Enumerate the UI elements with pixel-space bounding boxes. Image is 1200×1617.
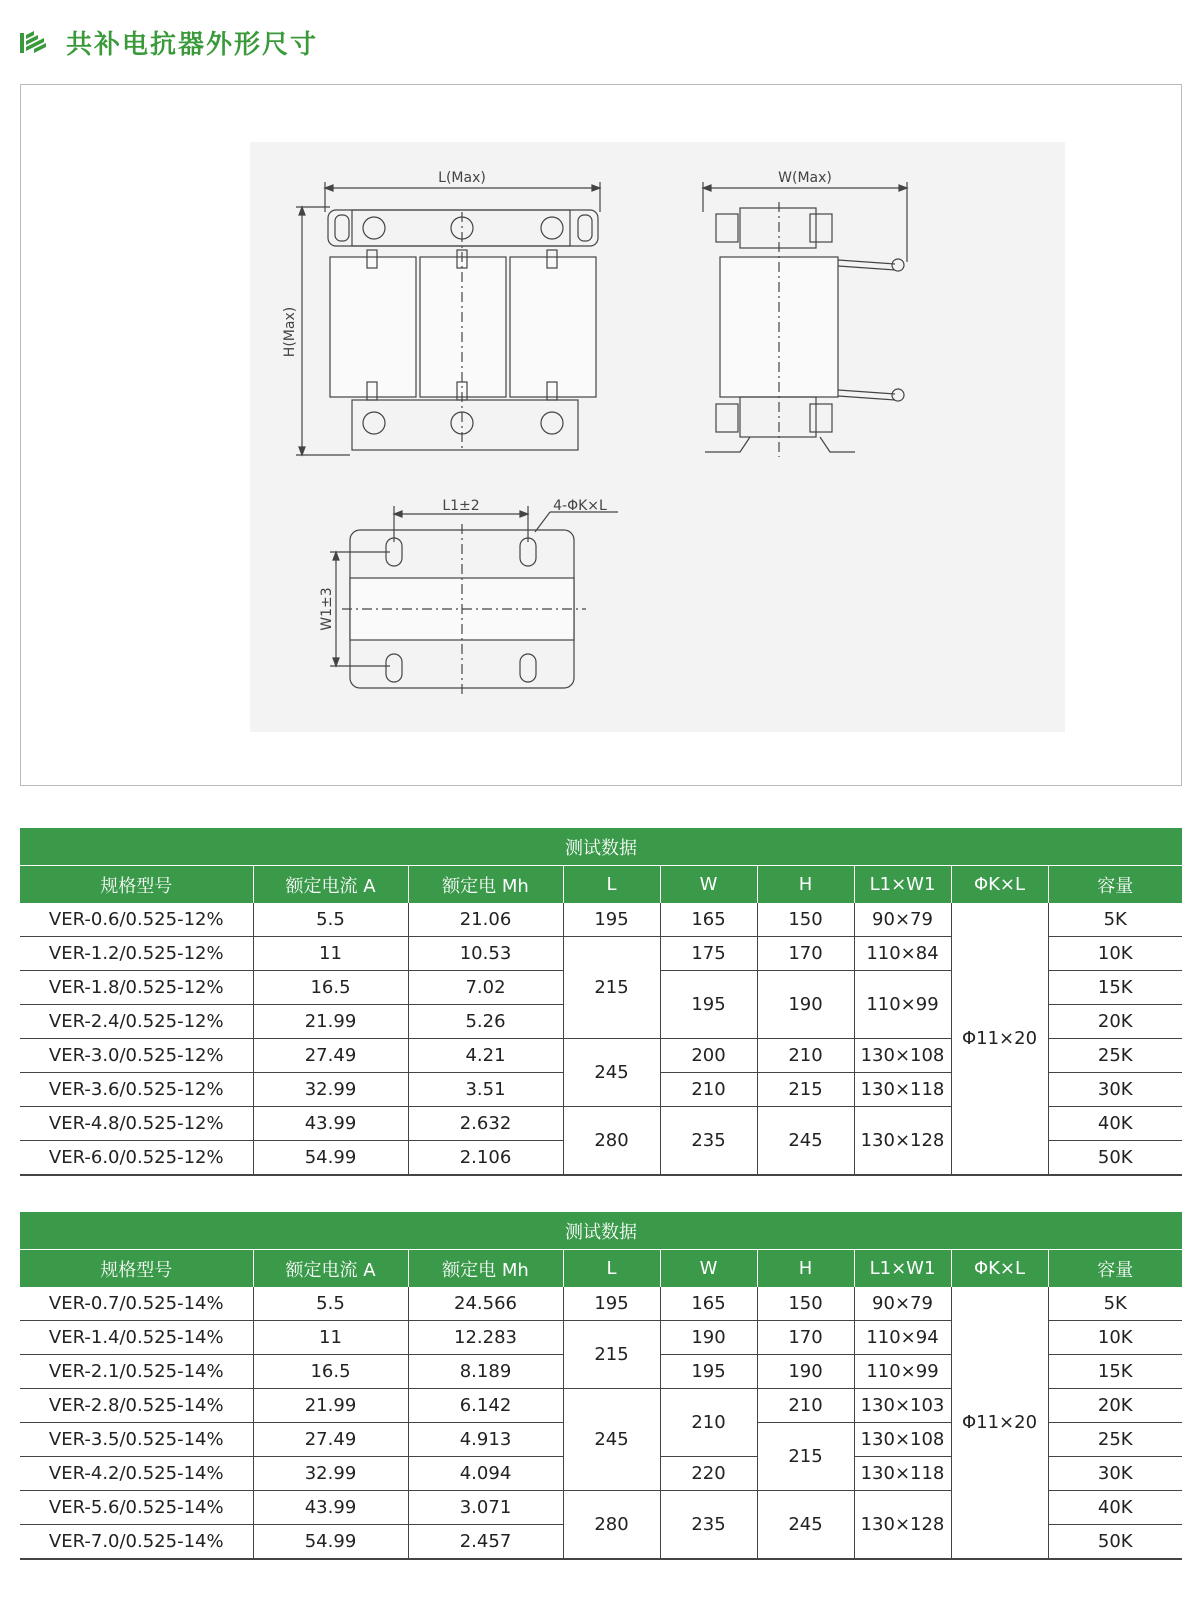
cell-current: 54.99 xyxy=(253,1525,408,1560)
cell-h: 215 xyxy=(757,1073,854,1107)
cell-l: 195 xyxy=(563,1287,660,1321)
cell-inductance: 6.142 xyxy=(408,1389,563,1423)
cell-model: VER-2.1/0.525-14% xyxy=(20,1355,253,1389)
col-header-capacity: 容量 xyxy=(1048,866,1182,904)
table-caption: 测试数据 xyxy=(20,828,1182,866)
cell-w: 165 xyxy=(660,1287,757,1321)
cell-capacity: 10K xyxy=(1048,937,1182,971)
dimension-drawing xyxy=(250,142,1065,732)
col-header-capacity: 容量 xyxy=(1048,1250,1182,1288)
col-header-inductance: 额定电 Mh xyxy=(408,866,563,904)
cell-current: 27.49 xyxy=(253,1039,408,1073)
brand-leaf-icon xyxy=(20,29,48,55)
dimension-drawing-frame xyxy=(20,84,1182,786)
cell-capacity: 20K xyxy=(1048,1005,1182,1039)
col-header-l: L xyxy=(563,1250,660,1288)
cell-capacity: 30K xyxy=(1048,1073,1182,1107)
col-header-l: L xyxy=(563,866,660,904)
cell-l1w1: 130×118 xyxy=(854,1073,951,1107)
cell-model: VER-5.6/0.525-14% xyxy=(20,1491,253,1525)
cell-l: 280 xyxy=(563,1107,660,1176)
section-header xyxy=(20,22,318,62)
cell-inductance: 2.632 xyxy=(408,1107,563,1141)
cell-current: 32.99 xyxy=(253,1457,408,1491)
cell-current: 5.5 xyxy=(253,1287,408,1321)
col-header-hole: ΦK×L xyxy=(951,866,1048,904)
cell-model: VER-4.8/0.525-12% xyxy=(20,1107,253,1141)
cell-capacity: 50K xyxy=(1048,1141,1182,1176)
cell-hole: Φ11×20 xyxy=(951,1287,1048,1559)
cell-capacity: 15K xyxy=(1048,971,1182,1005)
cell-l1w1: 130×103 xyxy=(854,1389,951,1423)
col-header-hole: ΦK×L xyxy=(951,1250,1048,1288)
cell-capacity: 40K xyxy=(1048,1107,1182,1141)
cell-inductance: 21.06 xyxy=(408,903,563,937)
label-l-max: L(Max) xyxy=(438,170,486,186)
cell-inductance: 12.283 xyxy=(408,1321,563,1355)
cell-w: 235 xyxy=(660,1107,757,1176)
col-header-w: W xyxy=(660,1250,757,1288)
cell-current: 16.5 xyxy=(253,1355,408,1389)
cell-h: 150 xyxy=(757,903,854,937)
cell-current: 43.99 xyxy=(253,1107,408,1141)
cell-l1w1: 90×79 xyxy=(854,903,951,937)
table-caption: 测试数据 xyxy=(20,1212,1182,1250)
cell-model: VER-1.8/0.525-12% xyxy=(20,971,253,1005)
cell-model: VER-1.2/0.525-12% xyxy=(20,937,253,971)
label-hole: 4-ΦK×L xyxy=(553,498,607,514)
cell-capacity: 30K xyxy=(1048,1457,1182,1491)
cell-inductance: 24.566 xyxy=(408,1287,563,1321)
page-title: 共补电抗器外形尺寸 xyxy=(66,29,319,60)
cell-capacity: 5K xyxy=(1048,903,1182,937)
col-header-l1w1: L1×W1 xyxy=(854,1250,951,1288)
cell-inductance: 3.071 xyxy=(408,1491,563,1525)
cell-hole: Φ11×20 xyxy=(951,903,1048,1175)
label-w1: W1±3 xyxy=(319,587,335,631)
cell-current: 11 xyxy=(253,937,408,971)
cell-model: VER-3.0/0.525-12% xyxy=(20,1039,253,1073)
cell-l: 245 xyxy=(563,1039,660,1107)
col-header-inductance: 额定电 Mh xyxy=(408,1250,563,1288)
cell-w: 175 xyxy=(660,937,757,971)
cell-current: 5.5 xyxy=(253,903,408,937)
cell-capacity: 50K xyxy=(1048,1525,1182,1560)
cell-w: 190 xyxy=(660,1321,757,1355)
side-view xyxy=(703,170,907,457)
cell-inductance: 8.189 xyxy=(408,1355,563,1389)
cell-h: 170 xyxy=(757,1321,854,1355)
col-header-h: H xyxy=(757,866,854,904)
cell-capacity: 10K xyxy=(1048,1321,1182,1355)
cell-l1w1: 110×99 xyxy=(854,971,951,1039)
cell-w: 235 xyxy=(660,1491,757,1560)
cell-h: 190 xyxy=(757,971,854,1039)
cell-current: 16.5 xyxy=(253,971,408,1005)
cell-inductance: 2.457 xyxy=(408,1525,563,1560)
cell-h: 150 xyxy=(757,1287,854,1321)
cell-model: VER-6.0/0.525-12% xyxy=(20,1141,253,1176)
cell-capacity: 20K xyxy=(1048,1389,1182,1423)
cell-l1w1: 90×79 xyxy=(854,1287,951,1321)
cell-l1w1: 130×108 xyxy=(854,1423,951,1457)
cell-w: 220 xyxy=(660,1457,757,1491)
label-l1: L1±2 xyxy=(442,498,480,514)
spec-table-14 xyxy=(20,1212,1182,1560)
cell-w: 210 xyxy=(660,1073,757,1107)
col-header-model: 规格型号 xyxy=(20,1250,253,1288)
cell-l1w1: 110×99 xyxy=(854,1355,951,1389)
cell-model: VER-7.0/0.525-14% xyxy=(20,1525,253,1560)
cell-current: 54.99 xyxy=(253,1141,408,1176)
cell-w: 195 xyxy=(660,1355,757,1389)
cell-model: VER-4.2/0.525-14% xyxy=(20,1457,253,1491)
label-h-max: H(Max) xyxy=(282,306,298,358)
cell-capacity: 25K xyxy=(1048,1039,1182,1073)
cell-current: 43.99 xyxy=(253,1491,408,1525)
cell-capacity: 25K xyxy=(1048,1423,1182,1457)
col-header-h: H xyxy=(757,1250,854,1288)
col-header-current: 额定电流 A xyxy=(253,866,408,904)
cell-model: VER-0.7/0.525-14% xyxy=(20,1287,253,1321)
cell-l: 195 xyxy=(563,903,660,937)
cell-model: VER-2.8/0.525-14% xyxy=(20,1389,253,1423)
col-header-l1w1: L1×W1 xyxy=(854,866,951,904)
cell-inductance: 4.913 xyxy=(408,1423,563,1457)
front-view xyxy=(282,170,600,455)
cell-l1w1: 130×128 xyxy=(854,1107,951,1176)
cell-l: 280 xyxy=(563,1491,660,1560)
cell-l1w1: 110×94 xyxy=(854,1321,951,1355)
cell-l1w1: 130×108 xyxy=(854,1039,951,1073)
cell-model: VER-2.4/0.525-12% xyxy=(20,1005,253,1039)
cell-model: VER-3.5/0.525-14% xyxy=(20,1423,253,1457)
cell-h: 190 xyxy=(757,1355,854,1389)
cell-current: 21.99 xyxy=(253,1389,408,1423)
cell-current: 32.99 xyxy=(253,1073,408,1107)
cell-l: 215 xyxy=(563,1321,660,1389)
col-header-model: 规格型号 xyxy=(20,866,253,904)
cell-h: 245 xyxy=(757,1491,854,1560)
cell-capacity: 40K xyxy=(1048,1491,1182,1525)
cell-inductance: 4.094 xyxy=(408,1457,563,1491)
cell-h: 245 xyxy=(757,1107,854,1176)
spec-table-12 xyxy=(20,828,1182,1176)
cell-capacity: 15K xyxy=(1048,1355,1182,1389)
cell-l1w1: 130×128 xyxy=(854,1491,951,1560)
cell-inductance: 10.53 xyxy=(408,937,563,971)
table-row xyxy=(20,1287,1182,1321)
table-row xyxy=(20,903,1182,937)
label-w-max: W(Max) xyxy=(778,170,832,186)
cell-w: 165 xyxy=(660,903,757,937)
col-header-w: W xyxy=(660,866,757,904)
cell-inductance: 3.51 xyxy=(408,1073,563,1107)
cell-h: 170 xyxy=(757,937,854,971)
cell-inductance: 2.106 xyxy=(408,1141,563,1176)
cell-l1w1: 130×118 xyxy=(854,1457,951,1491)
cell-model: VER-0.6/0.525-12% xyxy=(20,903,253,937)
cell-w: 210 xyxy=(660,1389,757,1457)
cell-h: 215 xyxy=(757,1423,854,1491)
cell-current: 27.49 xyxy=(253,1423,408,1457)
outline-drawing-svg xyxy=(250,142,1065,732)
cell-inductance: 7.02 xyxy=(408,971,563,1005)
cell-inductance: 4.21 xyxy=(408,1039,563,1073)
cell-model: VER-3.6/0.525-12% xyxy=(20,1073,253,1107)
cell-h: 210 xyxy=(757,1039,854,1073)
cell-current: 11 xyxy=(253,1321,408,1355)
cell-l1w1: 110×84 xyxy=(854,937,951,971)
bottom-view xyxy=(319,498,618,694)
cell-inductance: 5.26 xyxy=(408,1005,563,1039)
cell-h: 210 xyxy=(757,1389,854,1423)
cell-w: 200 xyxy=(660,1039,757,1073)
col-header-current: 额定电流 A xyxy=(253,1250,408,1288)
cell-l: 245 xyxy=(563,1389,660,1491)
cell-model: VER-1.4/0.525-14% xyxy=(20,1321,253,1355)
cell-capacity: 5K xyxy=(1048,1287,1182,1321)
cell-l: 215 xyxy=(563,937,660,1039)
cell-current: 21.99 xyxy=(253,1005,408,1039)
cell-w: 195 xyxy=(660,971,757,1039)
